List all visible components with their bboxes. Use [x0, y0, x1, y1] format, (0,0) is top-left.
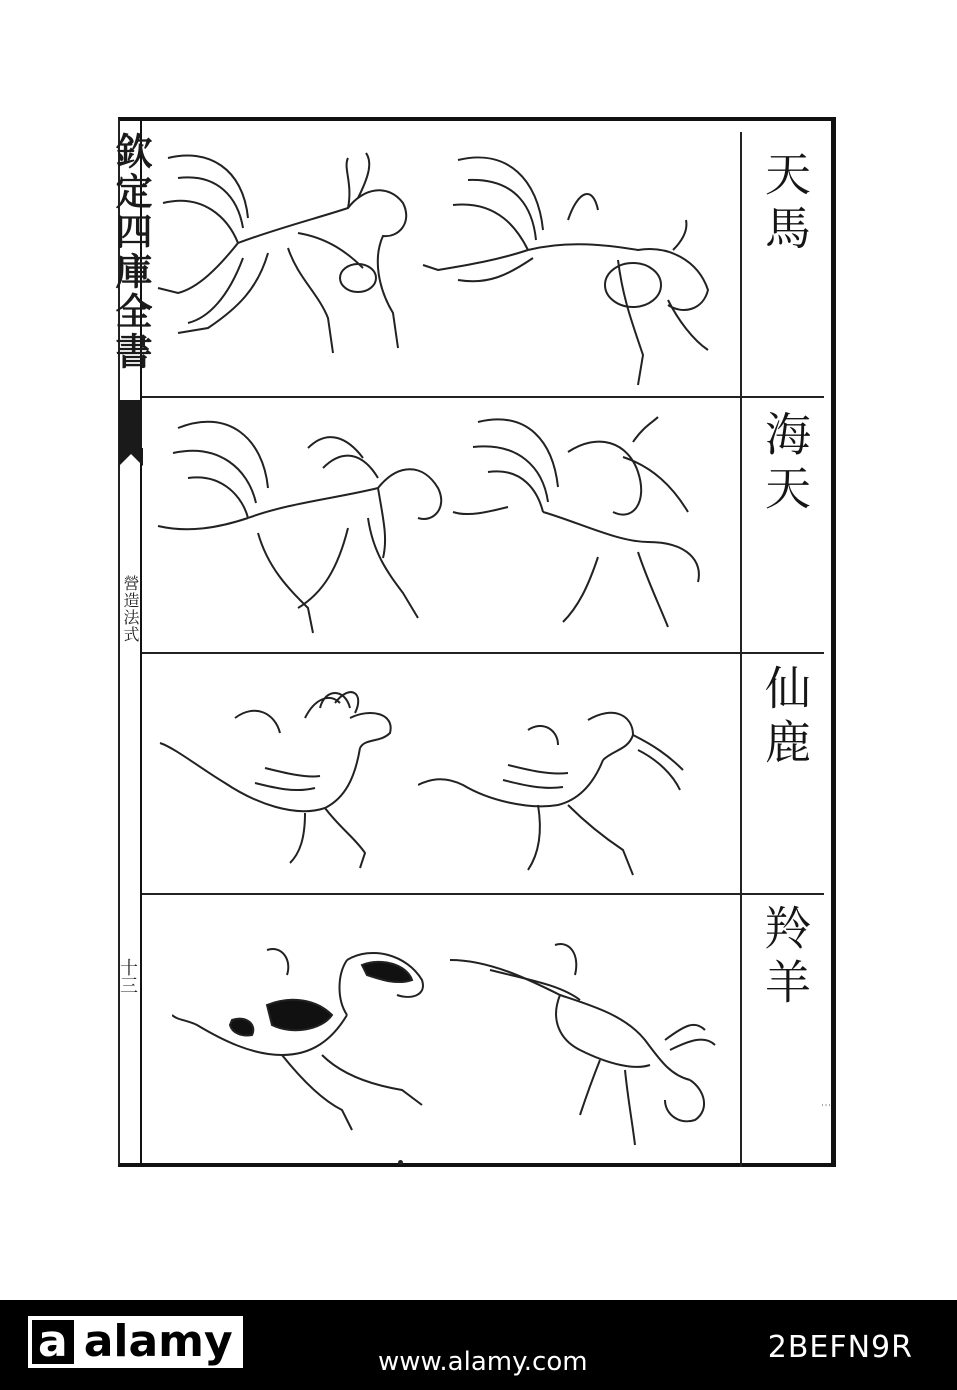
section-title: 營造法式	[121, 575, 140, 643]
row-divider	[142, 396, 824, 398]
label-xianlu: 仙鹿	[758, 664, 812, 772]
label-tianma: 天馬	[758, 150, 812, 258]
alamy-logo	[28, 1316, 243, 1368]
label-haitian: 海天	[758, 410, 812, 518]
winged-horse-left-illustration	[148, 148, 428, 358]
spotted-ram-left-illustration	[172, 945, 442, 1135]
row-divider	[142, 893, 824, 895]
alamy-logo-mark: a	[28, 1316, 78, 1368]
center-dot	[398, 1160, 403, 1165]
label-column-divider	[740, 132, 742, 1167]
margin-dots: ⋮	[820, 1100, 831, 1110]
spine-fishtail-mark	[119, 400, 142, 452]
maned-horse-left-illustration	[148, 408, 458, 638]
fishtail-icon	[119, 448, 143, 468]
antlered-deer-left-illustration	[155, 688, 420, 873]
alamy-url: www.alamy.com	[378, 1347, 588, 1377]
goat-right-illustration	[450, 940, 730, 1150]
deer-right-illustration	[418, 705, 698, 885]
alamy-logo-word: alamy	[78, 1316, 243, 1368]
image-id: 2BEFN9R	[767, 1330, 913, 1365]
maned-horse-right-illustration	[448, 412, 723, 637]
winged-horse-right-illustration	[418, 150, 728, 390]
label-lingyang: 羚羊	[758, 904, 812, 1012]
row-divider	[142, 652, 824, 654]
book-title: 欽定四庫全書	[109, 132, 153, 372]
leaf-number: 十三	[117, 958, 138, 994]
stock-watermark-banner	[0, 1300, 957, 1390]
